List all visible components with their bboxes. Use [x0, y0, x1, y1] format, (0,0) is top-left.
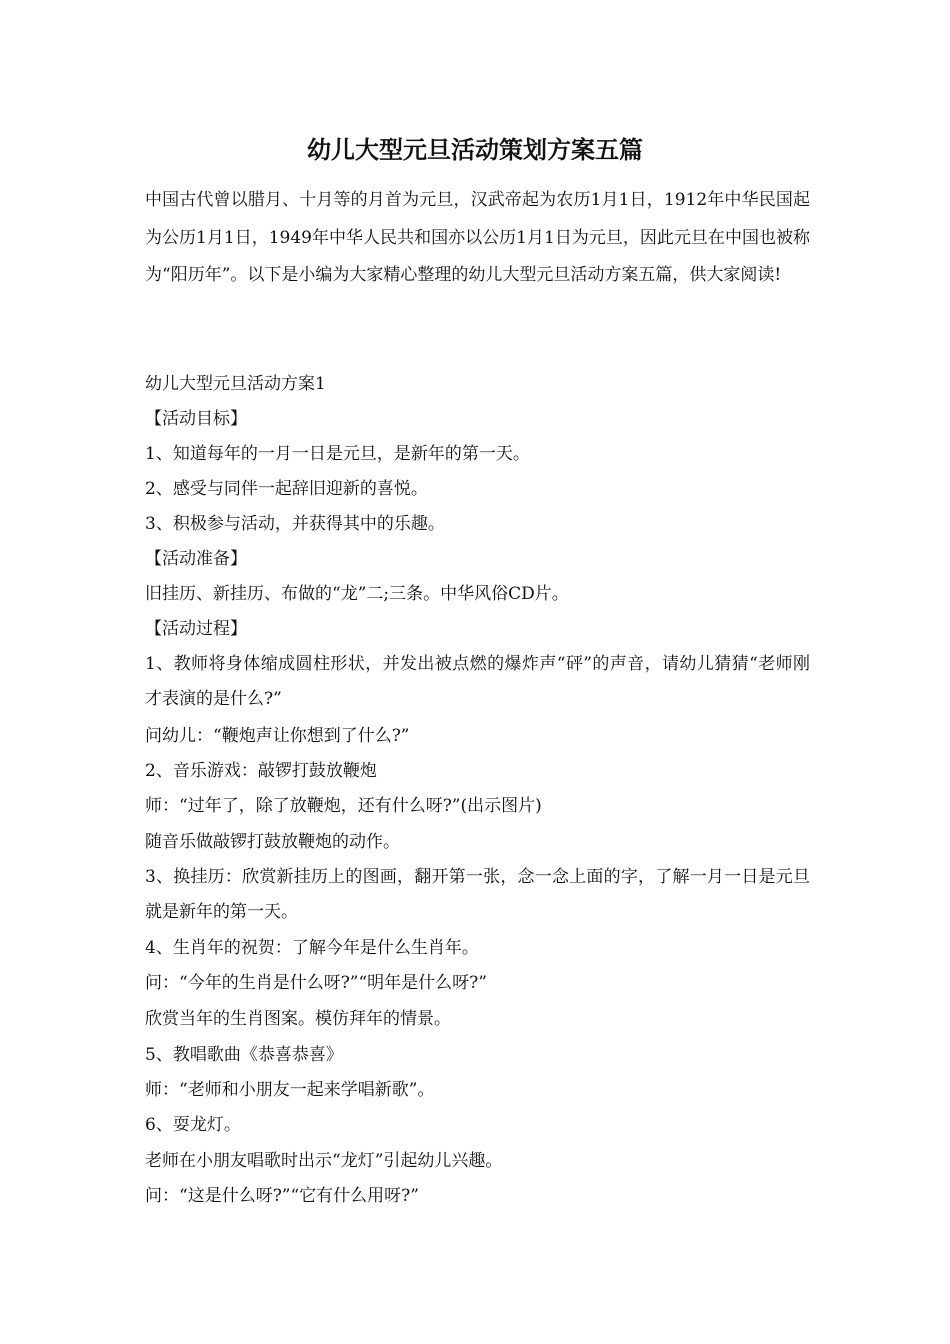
- process-step-4-question: 问：“今年的生肖是什么呀?”“明年是什么呀?”: [145, 973, 487, 993]
- goal-item-2: 2、感受与同伴一起辞旧迎新的喜悦。: [145, 479, 428, 499]
- process-step-3: 3、换挂历：欣赏新挂历上的图画，翻开第一张，念一念上面的字，了解一月一日是元旦就是新年的第一天。: [145, 867, 810, 922]
- process-step-2: 2、音乐游戏：敲锣打鼓放鞭炮: [145, 761, 377, 781]
- prep-text: 旧挂历、新挂历、布做的“龙”二;三条。中华风俗CD片。: [145, 584, 569, 604]
- process-step-2-question: 师：“过年了，除了放鞭炮，还有什么呀?”(出示图片): [145, 796, 542, 816]
- intro-text: 中国古代曾以腊月、十月等的月首为元旦，汉武帝起为农历1月1日，1912年中华民国起为公历1月1日，1949年中华人民共和国亦以公历1月1日为元旦，因此元旦在中国也被称为“阳历年”。以下是小编为大家精心整理的幼儿大型元旦活动方案五篇，供大家阅读!: [145, 190, 810, 285]
- process-step-1-question: 问幼儿：“鞭炮声让你想到了什么?”: [145, 726, 410, 746]
- process-step-6-question: 问：“这是什么呀?”“它有什么用呀?”: [145, 1186, 419, 1206]
- goal-heading: 【活动目标】: [145, 409, 247, 429]
- process-step-4: 4、生肖年的祝贺：了解今年是什么生肖年。: [145, 938, 479, 958]
- intro-paragraph: [145, 182, 810, 295]
- process-step-4-action: 欣赏当年的生肖图案。模仿拜年的情景。: [145, 1009, 451, 1029]
- prep-heading: 【活动准备】: [145, 549, 247, 569]
- process-step-5: 5、教唱歌曲《恭喜恭喜》: [145, 1045, 343, 1065]
- process-step-1: 1、教师将身体缩成圆柱形状，并发出被点燃的爆炸声“砰”的声音，请幼儿猜猜“老师刚才表演的是什么?”: [145, 654, 810, 709]
- section-heading: 幼儿大型元旦活动方案1: [145, 374, 326, 394]
- process-step-2-action: 随音乐做敲锣打鼓放鞭炮的动作。: [145, 832, 400, 852]
- process-heading: 【活动过程】: [145, 619, 247, 639]
- process-step-6: 6、耍龙灯。: [145, 1115, 241, 1135]
- goal-item-1: 1、知道每年的一月一日是元旦，是新年的第一天。: [145, 444, 530, 464]
- document-title: 幼儿大型元旦活动策划方案五篇: [307, 135, 643, 164]
- process-step-5-question: 师：“老师和小朋友一起来学唱新歌”。: [145, 1080, 435, 1100]
- process-step-6-action: 老师在小朋友唱歌时出示“龙灯”引起幼儿兴趣。: [145, 1151, 503, 1171]
- goal-item-3: 3、积极参与活动，并获得其中的乐趣。: [145, 514, 445, 534]
